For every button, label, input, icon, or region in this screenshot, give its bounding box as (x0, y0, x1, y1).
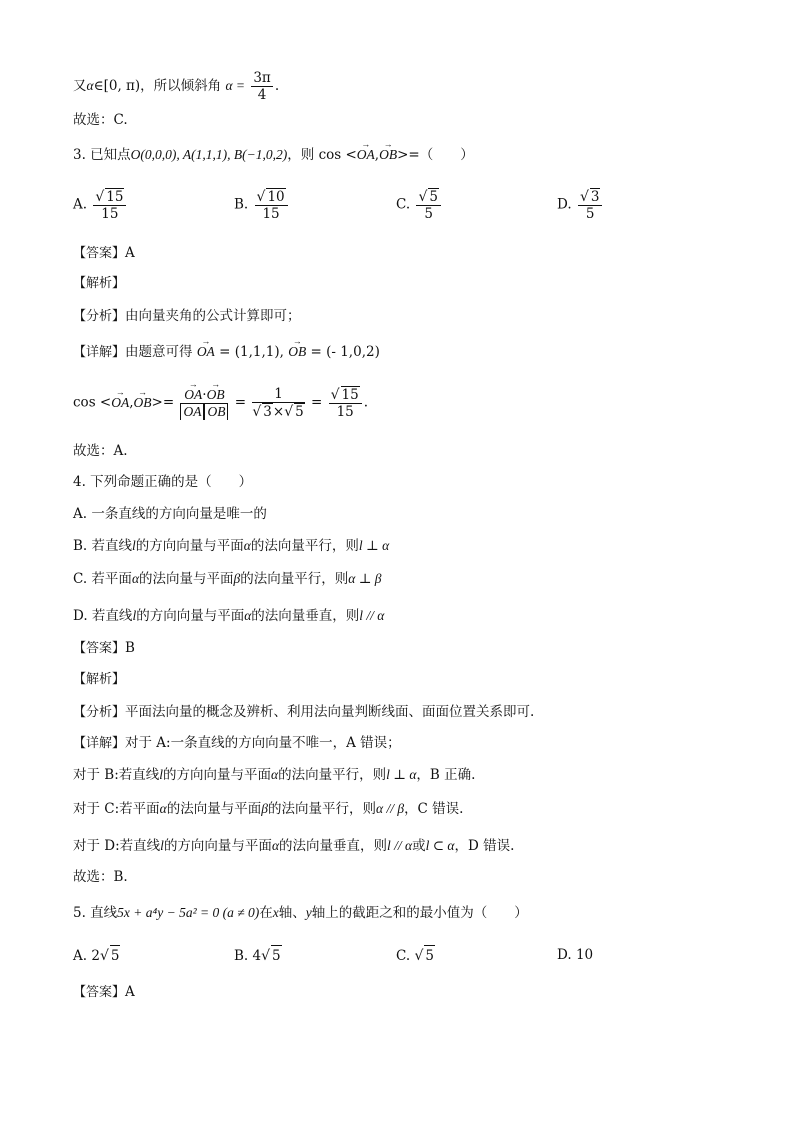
xiangjie-line (73, 733, 401, 754)
vector-oa: → OA (357, 145, 375, 165)
cos-symbol: cos < (318, 147, 357, 163)
alpha-symbol: α (131, 571, 140, 586)
radicand: 3 (590, 189, 600, 205)
sqrt-icon: √ (99, 948, 109, 964)
denominator: 15 (262, 206, 280, 222)
text: 的方向向量与平面 (136, 608, 245, 624)
option-a[interactable] (73, 188, 128, 222)
equals: = (311, 394, 323, 411)
text: 又 (73, 78, 87, 94)
option-label: A. (73, 196, 88, 213)
numerator (255, 188, 288, 206)
q3-choice: 故选：A. (73, 443, 128, 459)
vector-oa: → OA (111, 393, 129, 413)
alpha-symbol: α (86, 78, 94, 93)
fenxi-text: 平面法向量的概念及辨析、利用法向量判断线面、面面位置关系即可. (125, 704, 535, 720)
option-label: D. (557, 947, 572, 963)
answer-line (73, 982, 135, 1003)
option-b[interactable] (234, 188, 290, 222)
numerator: 3π (253, 70, 271, 86)
vector-ob: → OB (207, 387, 225, 403)
text: B. 若直线 (73, 538, 133, 554)
answer-tag: 【答案】 (73, 246, 126, 261)
text: ，所以倾斜角 (140, 78, 222, 94)
q5-option-d[interactable] (557, 945, 593, 965)
option-c[interactable] (396, 188, 443, 222)
coefficient: 4 (252, 948, 262, 964)
text: >= (151, 394, 175, 411)
line-equation: 5x + a⁴y − 5a² = 0 (a ≠ 0) (117, 905, 260, 920)
alpha-symbol: α (271, 767, 279, 782)
answer-value: A (125, 984, 135, 1000)
q5-option-a[interactable] (73, 945, 120, 966)
dot-product-fraction (180, 387, 228, 420)
q5-option-b[interactable] (234, 945, 282, 966)
numerator (416, 188, 441, 206)
relation: α // β (376, 801, 405, 816)
option-d[interactable] (557, 188, 604, 222)
denominator: 5 (585, 206, 595, 222)
option-label: B. (234, 948, 249, 964)
q4-choice: 故选：B. (73, 869, 128, 885)
relation: l ⊂ α (425, 838, 455, 853)
denominator: 15 (101, 206, 119, 222)
text: D. 若直线 (73, 608, 133, 624)
text: 对于 C:若平面 (73, 801, 160, 817)
vector-ob-value: = (- 1,0,2) (310, 344, 380, 360)
denominator: 5 (424, 206, 433, 222)
previous-solution-line (73, 70, 279, 103)
points: O(0,0,0), A(1,1,1), B(−1,0,2) (130, 147, 288, 162)
denominator (180, 404, 228, 420)
text: 的法向量平行，则 (250, 538, 359, 554)
line-l: l (132, 538, 136, 553)
option-label: D. (557, 196, 572, 213)
xiangjie-d (73, 836, 514, 856)
text: C. 若平面 (73, 571, 132, 587)
alpha-symbol: α (159, 801, 167, 816)
fenxi-text: 由向量夹角的公式计算即可； (125, 308, 301, 324)
radicand: 5 (295, 404, 304, 420)
denominator: 15 (336, 404, 354, 420)
interval: [0, π) (103, 78, 141, 94)
relation: l ⊥ α (358, 538, 390, 553)
option-label: A. (73, 948, 88, 964)
sqrt-icon: √ (261, 948, 271, 964)
option-label: C. (396, 196, 411, 213)
text: >=（ ） (397, 147, 474, 163)
radicand: 3 (263, 404, 272, 420)
answer-tag: 【答案】 (73, 985, 126, 1000)
relation: l // α (359, 608, 385, 623)
text: 的法向量平行，则 (268, 801, 376, 817)
sqrt-icon: √ (330, 387, 340, 403)
text: 5. 直线 (73, 905, 118, 921)
vector-oa: → OA (197, 342, 215, 362)
norm-ob: OB (204, 404, 228, 420)
radicand: 5 (110, 945, 121, 966)
cos-symbol: cos < (73, 394, 112, 411)
q5-option-c[interactable] (396, 945, 435, 966)
comma: , (279, 344, 284, 360)
analysis-heading: 【解析】 (73, 672, 126, 687)
q4-option-c[interactable] (73, 569, 382, 589)
text: ，则 (287, 147, 315, 163)
alpha-symbol: α (243, 538, 251, 553)
text: 轴、 (278, 905, 306, 921)
norm-oa: OA (180, 404, 204, 420)
text: 的方向向量与平面 (163, 838, 272, 854)
period: . (274, 78, 280, 94)
answer-value: A (125, 245, 135, 261)
denominator (252, 403, 304, 420)
option-value: 10 (575, 947, 594, 963)
y-variable: y (305, 905, 312, 920)
numerator (93, 188, 126, 206)
vector-ob: → OB (134, 393, 152, 413)
fraction (93, 188, 126, 222)
fenxi-tag: 【分析】 (73, 705, 126, 720)
text: 的方向向量与平面 (163, 767, 272, 783)
xiangjie-tag: 【详解】 (73, 736, 126, 751)
xiangjie-b (73, 765, 475, 785)
relation: l ⊥ α (386, 767, 417, 782)
numerator (578, 188, 603, 206)
radicand: 5 (424, 945, 435, 966)
option-label: B. (234, 196, 249, 213)
period: . (363, 394, 369, 411)
radicand: 15 (341, 387, 359, 403)
alpha-symbol: α (244, 608, 252, 623)
text: 对于 B:若直线 (73, 767, 160, 783)
sqrt-icon: √ (256, 189, 266, 205)
fraction (416, 188, 441, 222)
xiangjie-text: 由题意可得 (125, 344, 193, 360)
text: 的法向量垂直，则 (279, 838, 388, 854)
relation: α ⊥ β (348, 571, 382, 586)
text: 3. 已知点 (73, 147, 131, 163)
q4-option-d[interactable] (73, 606, 384, 626)
text: 对于 D:若直线 (73, 838, 161, 854)
fenxi-line (73, 306, 301, 327)
line-l: l (159, 767, 164, 782)
fraction-sqrt15-15 (329, 386, 362, 420)
sqrt-icon: √ (579, 189, 589, 205)
equals: = (234, 394, 247, 411)
question-4-stem: 4. 下列命题正确的是（ ） (73, 474, 253, 490)
sqrt-icon: √ (284, 404, 294, 420)
xiangjie-c (73, 799, 463, 819)
xiangjie-line (73, 342, 380, 363)
sqrt-icon: √ (414, 948, 424, 964)
answer-value: B (125, 640, 135, 656)
vector-oa-value: = (1,1,1) (219, 344, 280, 360)
text: ，B 正确. (416, 767, 476, 783)
text: 的法向量平行，则 (240, 571, 349, 587)
fraction (578, 188, 603, 222)
q4-option-b[interactable] (73, 536, 389, 556)
alpha-equals: α = (225, 78, 246, 93)
sqrt-icon: √ (252, 404, 262, 420)
question-3-stem (73, 145, 474, 165)
sqrt-icon: √ (95, 189, 105, 205)
analysis-heading: 【解析】 (73, 276, 126, 291)
answer-tag: 【答案】 (73, 641, 126, 656)
line-l: l (160, 838, 164, 853)
text: 的方向向量与平面 (135, 538, 244, 554)
vector-ob: → OB (288, 342, 306, 362)
text: 的法向量垂直，则 (251, 608, 360, 624)
question-5-stem (73, 903, 528, 923)
element-of-symbol: ∈ (93, 78, 104, 94)
text: ，C 错误. (404, 801, 464, 817)
numerator (180, 387, 228, 404)
text: 的法向量与平面 (166, 801, 262, 817)
text: 在 (259, 905, 273, 921)
text: 的法向量与平面 (139, 571, 234, 587)
radicand: 15 (106, 189, 124, 205)
radicand: 5 (429, 189, 438, 205)
option-label: C. (396, 948, 411, 964)
xiangjie-text: 对于 A:一条直线的方向向量不唯一，A 错误； (125, 735, 401, 751)
text: ，D 错误. (454, 838, 515, 854)
answer-line (73, 243, 135, 264)
fenxi-line (73, 702, 534, 723)
answer-line (73, 638, 135, 659)
text: 或 (412, 838, 426, 854)
fraction-3pi-4 (251, 70, 272, 103)
numerator (329, 386, 362, 404)
q4-option-a[interactable]: A. 一条直线的方向向量是唯一的 (73, 506, 267, 522)
fraction (255, 188, 288, 222)
fenxi-tag: 【分析】 (73, 309, 126, 324)
beta-symbol: β (233, 571, 241, 586)
cosine-calculation (73, 386, 368, 420)
comma: , (374, 147, 380, 163)
radicand: 10 (267, 189, 285, 205)
sqrt-icon: √ (418, 189, 428, 205)
coefficient: 2 (91, 948, 100, 964)
dot: · (202, 386, 207, 403)
vector-oa: → OA (184, 387, 202, 403)
relation: l // α (387, 838, 413, 853)
denominator: 4 (257, 87, 267, 103)
radicand: 5 (271, 945, 282, 966)
line-l: l (132, 608, 137, 623)
x-variable: x (272, 905, 279, 920)
beta-symbol: β (261, 801, 268, 816)
vector-ob: → OB (379, 145, 397, 165)
comma: , (129, 394, 134, 411)
fraction-1-sqrt3-sqrt5 (252, 386, 304, 420)
previous-choice: 故选：C. (73, 112, 128, 128)
times: × (272, 404, 285, 420)
numerator: 1 (252, 386, 304, 403)
alpha-symbol: α (271, 838, 280, 853)
text: 的法向量平行，则 (278, 767, 387, 783)
text: 轴上的截距之和的最小值为（ ） (311, 905, 528, 921)
xiangjie-tag: 【详解】 (73, 345, 126, 360)
